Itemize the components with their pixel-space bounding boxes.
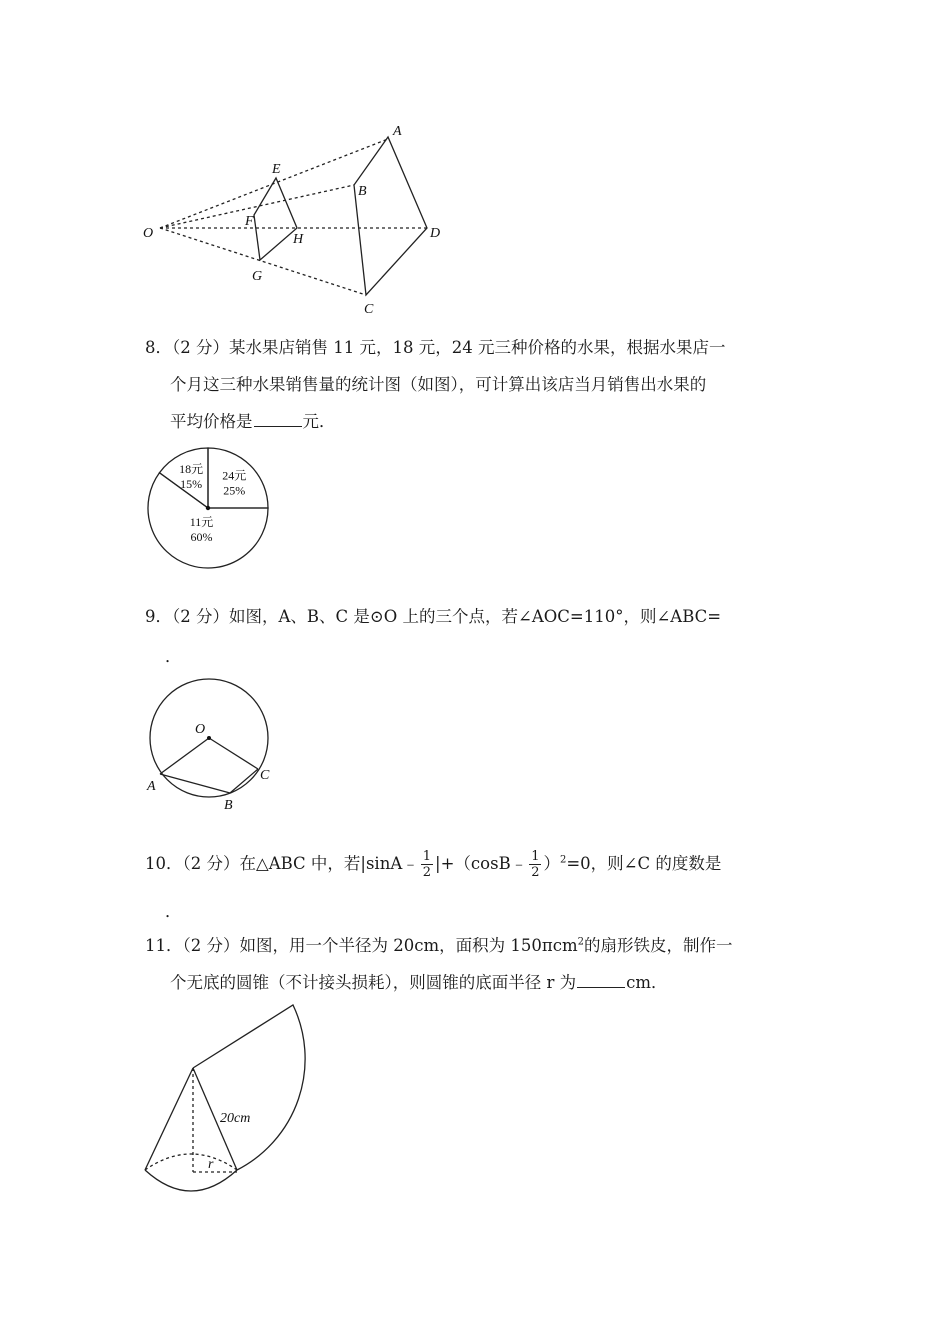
quad-EFGH (254, 178, 297, 260)
label-r: r (208, 1157, 214, 1172)
q10-line2 (165, 900, 182, 924)
q10-text4: =0，则∠C 的度数是 (566, 854, 722, 873)
sector-outline (193, 1005, 305, 1170)
q8-number: 8． (145, 338, 172, 357)
q10-score: （2 分） (182, 854, 240, 873)
pie-category-label: 24元 (222, 468, 247, 483)
quad-ABCD (354, 137, 427, 295)
pie-category-label: 11元 (189, 515, 214, 529)
q11-line2 (170, 971, 668, 995)
q8-line2 (170, 373, 706, 397)
q10-frac2-den: 2 (531, 865, 540, 880)
q9-number: 9． (145, 607, 172, 626)
label-A: A (147, 779, 156, 794)
segment-OB (160, 185, 354, 228)
pie-center-dot (206, 506, 210, 510)
label-G: G (252, 269, 263, 284)
q10-text3: ） (543, 854, 560, 873)
q10-fraction-2 (529, 849, 541, 880)
label-O: O (195, 722, 206, 737)
label-C: C (364, 302, 374, 317)
cone-base-back (145, 1154, 237, 1170)
label-O: O (143, 226, 154, 241)
q11-text2b: cm． (626, 973, 668, 992)
label-D: D (430, 226, 441, 241)
segment-OA (160, 139, 388, 228)
q10-text2: |+（cosB﹣ (435, 854, 528, 873)
segment-OC (209, 738, 258, 769)
homothety-figure (130, 115, 450, 320)
q8-text2: 个月这三种水果销售量的统计图（如图），可计算出该店当月销售出水果的 (170, 375, 707, 394)
label-A: A (393, 124, 402, 139)
pie-percent-label: 25% (223, 483, 246, 498)
q10-line1 (145, 844, 721, 884)
q11-number: 11． (145, 936, 183, 955)
q8-score: （2 分） (172, 338, 229, 357)
segment-OC (160, 228, 366, 295)
q10-text5: ． (165, 902, 182, 921)
pie-percent-label: 15% (180, 476, 203, 491)
q11-answer-blank[interactable] (577, 973, 625, 988)
q9-line1 (145, 605, 721, 629)
q10-fraction-1 (421, 849, 433, 880)
label-B: B (224, 798, 233, 813)
q10-exponent: 2 (559, 854, 567, 866)
q11-exponent: 2 (577, 936, 584, 948)
pie-percent-label: 60% (190, 530, 213, 544)
pie-chart (145, 445, 275, 575)
q8-text3a: 平均价格是 (170, 412, 253, 431)
label-H: H (293, 232, 304, 247)
circle-figure (140, 675, 280, 815)
q8-text1: 某水果店销售 11 元，18 元，24 元三种价格的水果，根据水果店一 (229, 338, 726, 357)
q11-text1a: 如图，用一个半径为 20cm，面积为 150πcm (239, 936, 578, 955)
label-B: B (358, 184, 367, 199)
label-20cm: 20cm (220, 1111, 251, 1126)
q11-text2a: 个无底的圆锥（不计接头损耗），则圆锥的底面半径 r 为 (170, 973, 577, 992)
segment-BC (230, 769, 258, 793)
q8-line3 (170, 410, 336, 434)
q11-score: （2 分） (182, 936, 240, 955)
q9-line2 (165, 645, 182, 669)
pie-category-label: 18元 (179, 461, 204, 476)
cone-base-front (145, 1170, 237, 1191)
q10-number: 10． (145, 854, 183, 873)
segment-OA (160, 738, 209, 774)
label-C: C (260, 768, 270, 783)
sector-cone-figure (135, 1000, 315, 1200)
center-dot (207, 736, 211, 740)
q8-line1 (145, 336, 725, 360)
q11-text1b: 的扇形铁皮，制作一 (583, 936, 733, 955)
q10-frac2-num: 1 (531, 849, 540, 864)
q8-text3b: 元． (302, 412, 336, 431)
q10-frac1-den: 2 (422, 865, 432, 880)
q11-line1 (145, 934, 732, 958)
label-F: F (245, 214, 254, 229)
label-E: E (272, 162, 281, 177)
q10-frac1-num: 1 (422, 849, 432, 864)
q9-score: （2 分） (172, 607, 229, 626)
q10-text1: 在△ABC 中，若|sinA﹣ (239, 854, 419, 873)
q9-text2: ． (165, 647, 182, 666)
q8-answer-blank[interactable] (254, 412, 302, 427)
q9-text1: 如图，A、B、C 是⊙O 上的三个点，若∠AOC=110°，则∠ABC= (229, 607, 722, 626)
